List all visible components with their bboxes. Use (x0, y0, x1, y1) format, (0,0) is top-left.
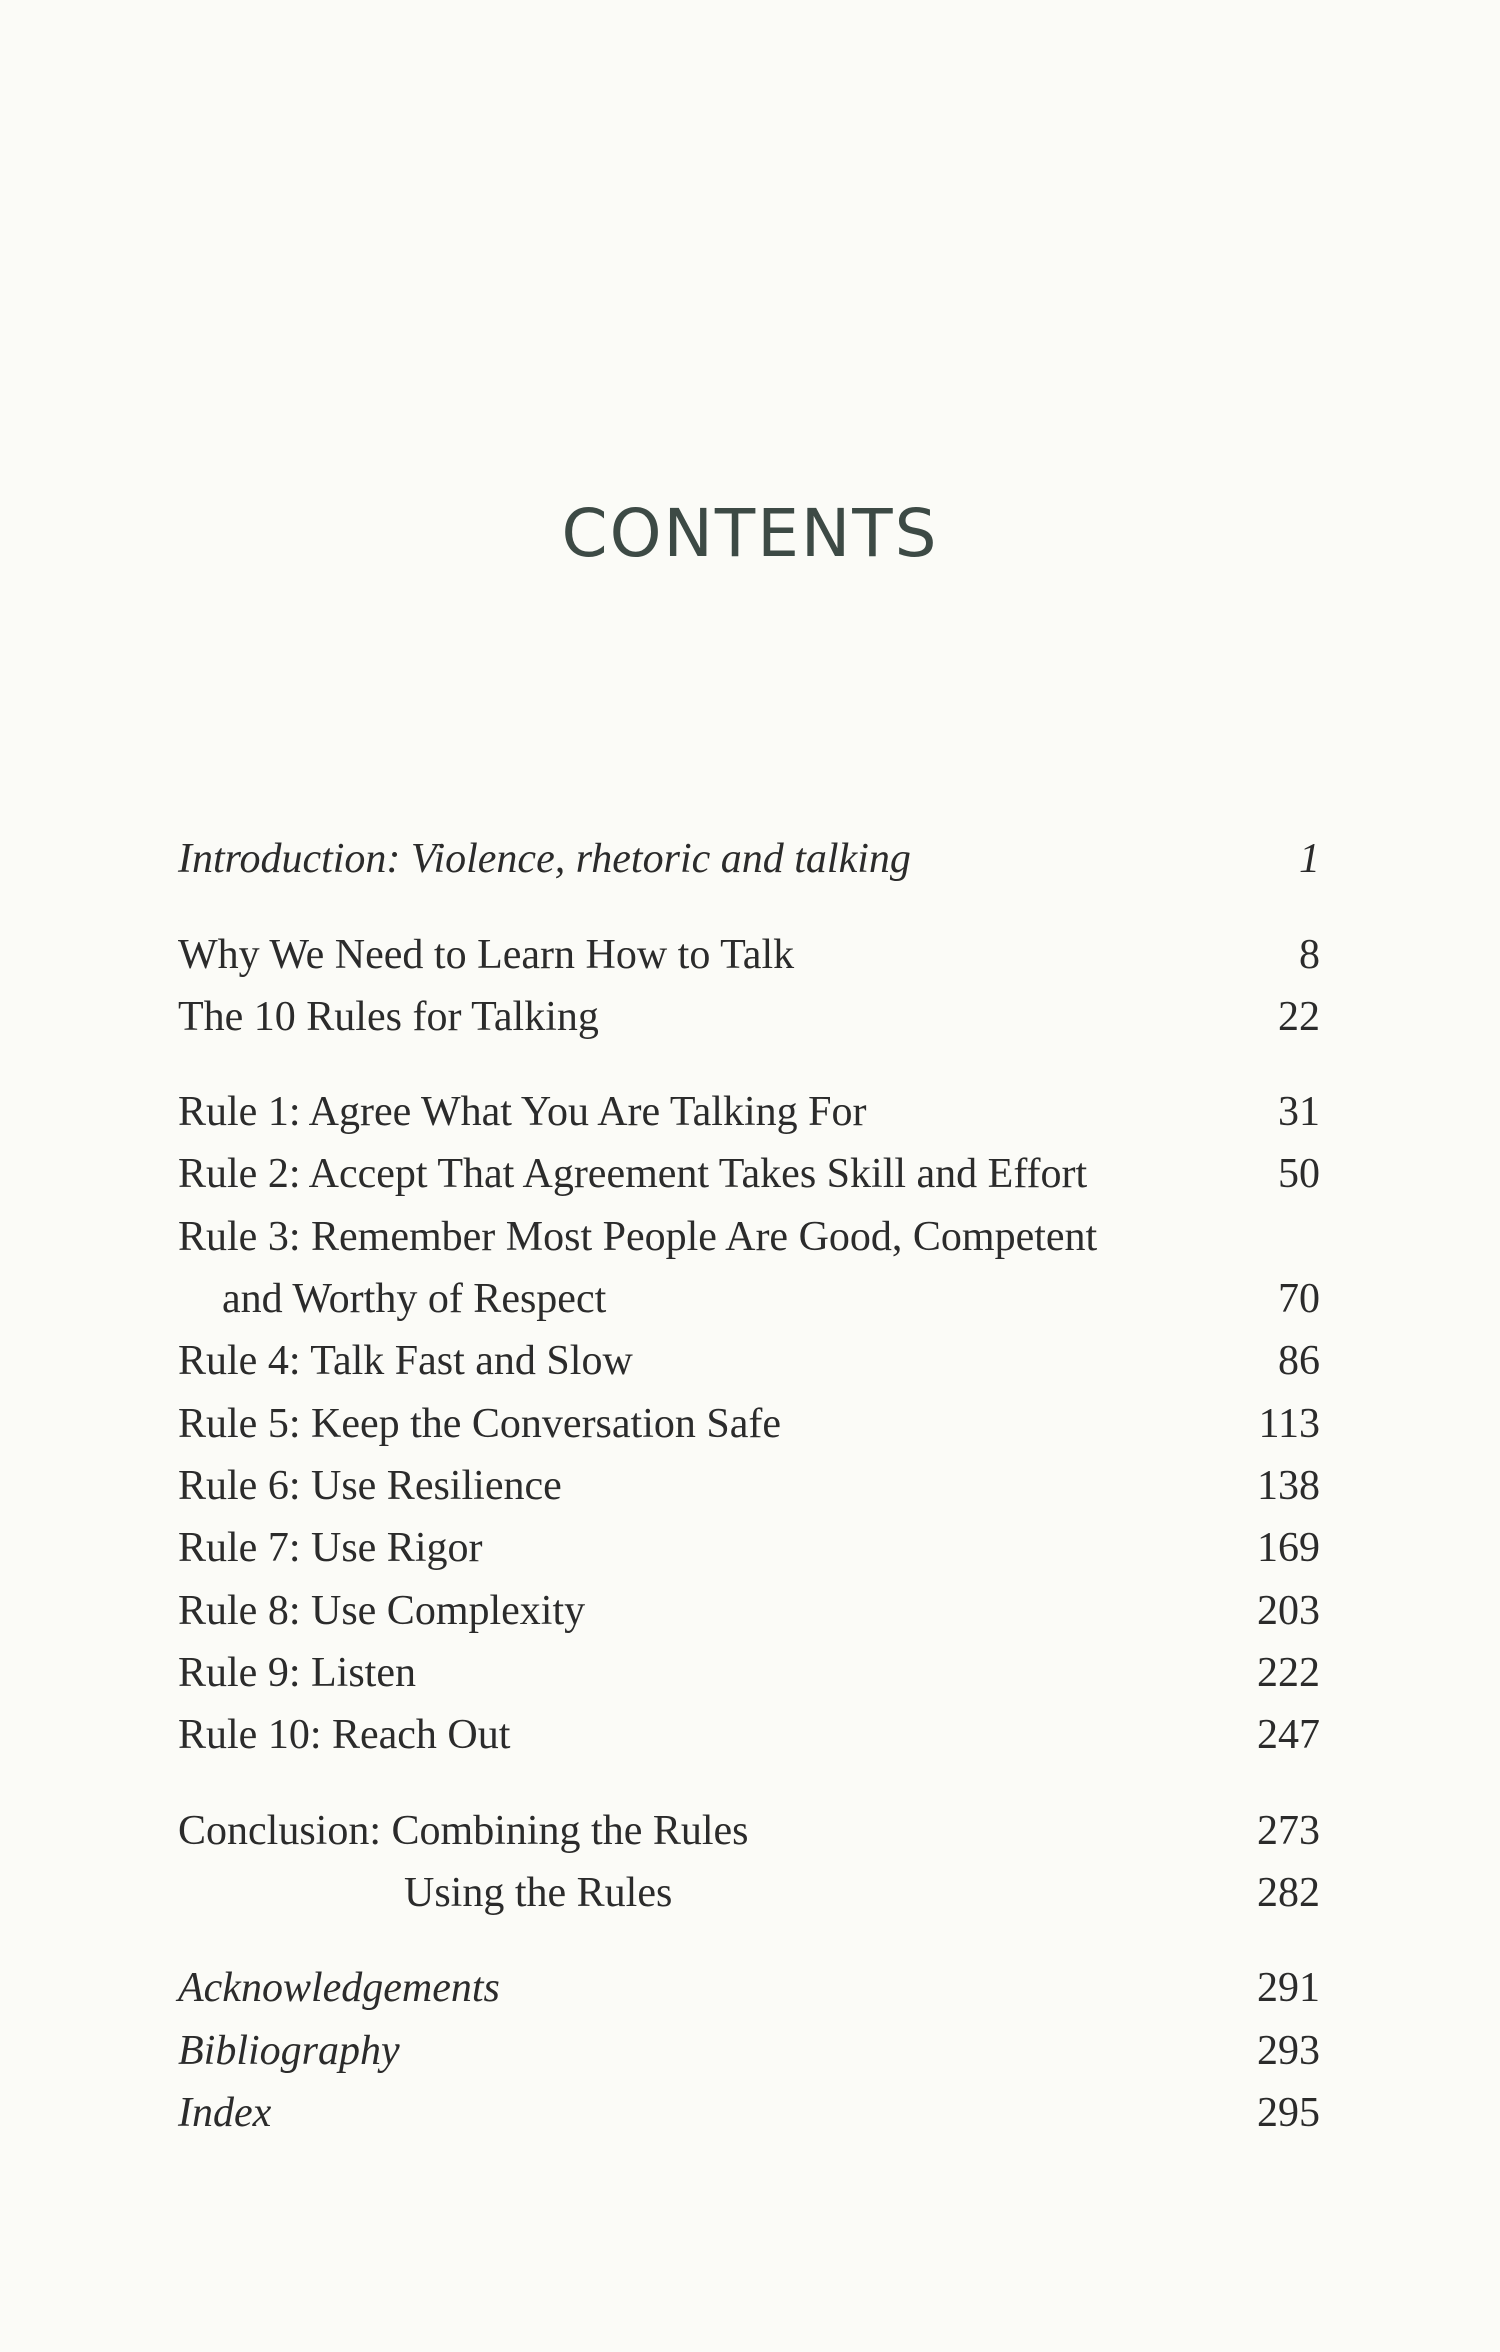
toc-entry-label: Bibliography (178, 2028, 400, 2074)
toc-entry-page: 86 (1278, 1338, 1320, 1384)
toc-entry-label: Rule 2: Accept That Agreement Takes Skill and Effort (178, 1151, 1088, 1197)
toc-entry-page: 282 (1257, 1870, 1320, 1916)
toc-entry-page: 8 (1299, 932, 1320, 978)
toc-entry-bibliography (178, 2021, 1320, 2081)
toc-entry-page: 222 (1257, 1650, 1320, 1696)
toc-entry-page: 22 (1278, 994, 1320, 1040)
toc-entry-page: 113 (1258, 1401, 1320, 1447)
toc-entry-page: 273 (1257, 1808, 1320, 1854)
toc-entry-page: 203 (1257, 1588, 1320, 1634)
toc-entry-label: Rule 10: Reach Out (178, 1712, 511, 1758)
page-title: CONTENTS (561, 495, 939, 572)
toc-entry-label: Rule 9: Listen (178, 1650, 416, 1696)
toc-entry-page: 70 (1278, 1276, 1320, 1322)
toc-entry-rule-1 (178, 1082, 1320, 1142)
toc-entry-index (178, 2083, 1320, 2143)
toc-entry-label: Rule 8: Use Complexity (178, 1588, 586, 1634)
toc-entry-rule-6 (178, 1456, 1320, 1516)
toc-entry-why-we-need (178, 925, 1320, 985)
toc-entry-rule-3-continued (178, 1269, 1320, 1329)
toc-entry-label: Conclusion: Combining the Rules (178, 1808, 749, 1854)
toc-entry-page: 247 (1257, 1712, 1320, 1758)
toc-entry-label: Rule 7: Use Rigor (178, 1525, 483, 1571)
toc-entry-rule-8 (178, 1581, 1320, 1641)
toc-entry-page: 295 (1257, 2090, 1320, 2136)
toc-entry-introduction (178, 829, 1320, 889)
toc-entry-page: 50 (1278, 1151, 1320, 1197)
toc-entry-label: Why We Need to Learn How to Talk (178, 932, 795, 978)
toc-entry-rule-10 (178, 1705, 1320, 1765)
toc-entry-label: Using the Rules (404, 1870, 673, 1916)
toc-entry-page: 138 (1257, 1463, 1320, 1509)
toc-entry-label: Rule 6: Use Resilience (178, 1463, 562, 1509)
toc-entry-label: Rule 3: Remember Most People Are Good, Competent (178, 1214, 1098, 1260)
toc-entry-page: 1 (1299, 836, 1320, 882)
toc-entry-rule-4 (178, 1331, 1320, 1391)
toc-entry-label: Rule 1: Agree What You Are Talking For (178, 1089, 867, 1135)
toc-entry-page: 293 (1257, 2028, 1320, 2074)
toc-entry-label: Acknowledgements (178, 1965, 500, 2011)
toc-entry-rule-9 (178, 1643, 1320, 1703)
toc-entry-label: Rule 5: Keep the Conversation Safe (178, 1401, 782, 1447)
toc-entry-conclusion (178, 1801, 1320, 1861)
toc-entry-page: 31 (1278, 1089, 1320, 1135)
toc-entry-page: 169 (1257, 1525, 1320, 1571)
toc-entry-rule-2 (178, 1144, 1320, 1204)
toc-entry-acknowledgements (178, 1958, 1320, 2018)
toc-entry-label: and Worthy of Respect (222, 1276, 607, 1322)
toc-entry-rule-3 (178, 1207, 1320, 1267)
toc-entry-label: The 10 Rules for Talking (178, 994, 599, 1040)
toc-entry-page: 291 (1257, 1965, 1320, 2011)
toc-entry-ten-rules (178, 987, 1320, 1047)
toc-entry-label: Introduction: Violence, rhetoric and talking (178, 836, 911, 882)
toc-entry-rule-7 (178, 1518, 1320, 1578)
toc-entry-label: Rule 4: Talk Fast and Slow (178, 1338, 633, 1384)
toc-entry-using-the-rules (178, 1863, 1320, 1923)
toc-entry-rule-5 (178, 1394, 1320, 1454)
toc-entry-label: Index (178, 2090, 272, 2136)
